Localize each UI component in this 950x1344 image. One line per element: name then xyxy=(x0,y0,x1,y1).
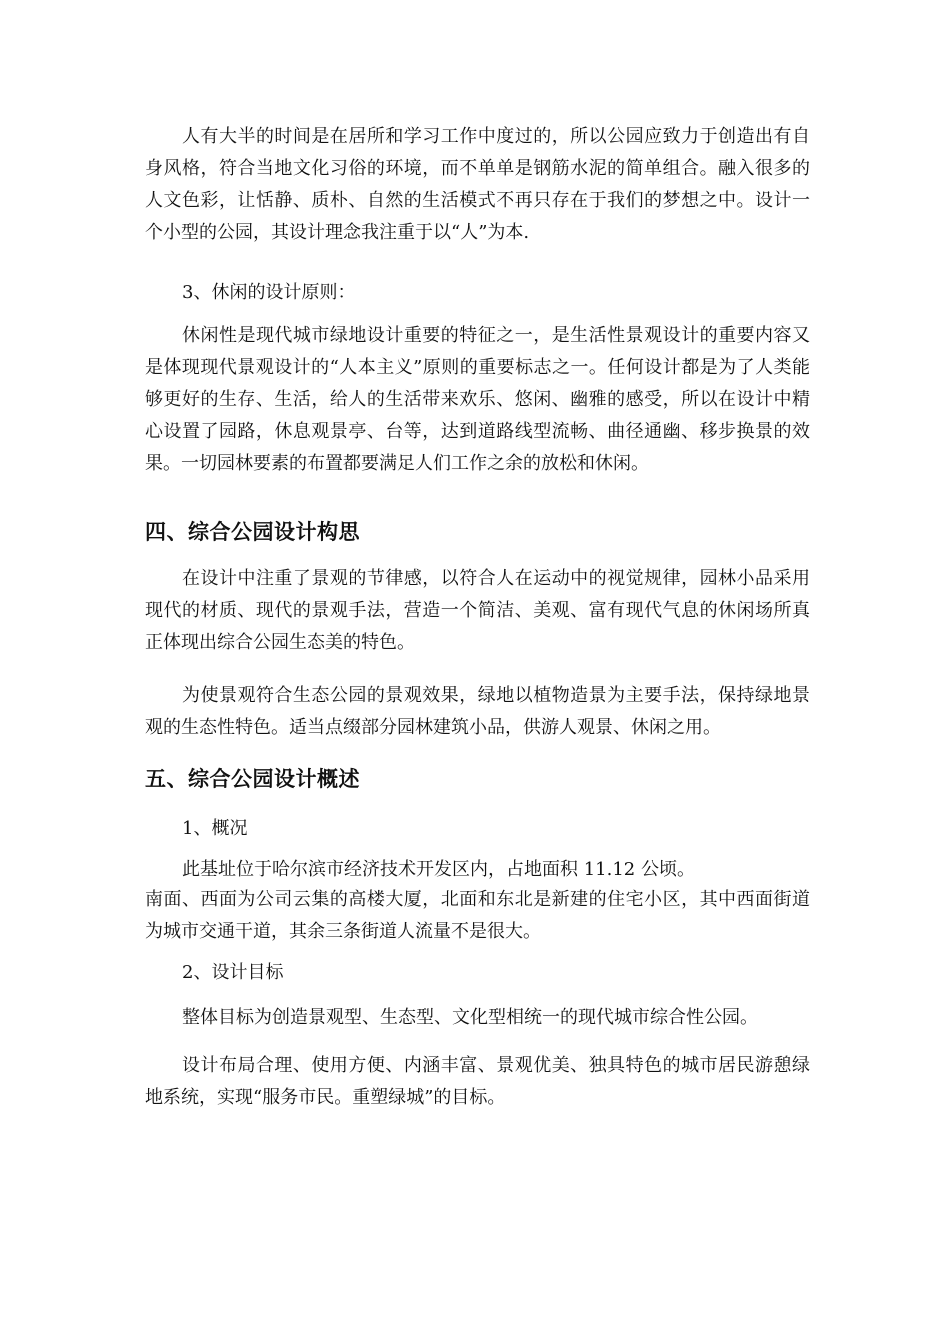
section-heading-design-overview: 五、综合公园设计概述 xyxy=(145,767,360,791)
subheading-design-goal: 2、设计目标 xyxy=(182,962,284,983)
paragraph-leisure: 休闲性是现代城市绿地设计重要的特征之一，是生活性景观设计的重要内容又是体现现代景观设计的“人本主义”原则的重要标志之一。任何设计都是为了人类能够更好的生存、生活，给人的生活带来欢乐、悠闲、幽雅的感受，所以在设计中精心设置了园路，休息观景亭、台等，达到道路线型流畅、曲径通幽、移步换景的效果。一切园林要素的布置都要满足人们工作之余的放松和休闲。 xyxy=(145,325,810,474)
paragraph-people-centered: 人有大半的时间是在居所和学习工作中度过的，所以公园应致力于创造出有自身风格，符合当地文化习俗的环境，而不单单是钢筋水泥的简单组合。融入很多的人文色彩，让恬静、质朴、自然的生活模式不再只存在于我们的梦想之中。设计一个小型的公园，其设计理念我注重于以“人”为本. xyxy=(145,126,810,243)
subheading-overview: 1、概况 xyxy=(182,818,248,839)
section-heading-design-concept: 四、综合公园设计构思 xyxy=(145,520,360,544)
paragraph-rhythm: 在设计中注重了景观的节律感，以符合人在运动中的视觉规律，园林小品采用现代的材质、现代的景观手法，营造一个简洁、美观、富有现代气息的休闲场所真正体现出综合公园生态美的特色。 xyxy=(145,568,810,653)
paragraph-ecology: 为使景观符合生态公园的景观效果，绿地以植物造景为主要手法，保持绿地景观的生态性特色。适当点缀部分园林建筑小品，供游人观景、休闲之用。 xyxy=(145,685,810,738)
subheading-leisure-principle: 3、休闲的设计原则： xyxy=(182,282,356,303)
paragraph-surroundings: 南面、西面为公司云集的高楼大厦，北面和东北是新建的住宅小区，其中西面街道为城市交通干道，其余三条街道人流量不是很大。 xyxy=(145,889,810,942)
paragraph-site-location: 此基址位于哈尔滨市经济技术开发区内，占地面积 11.12 公顷。 xyxy=(182,859,695,880)
paragraph-layout-goal: 设计布局合理、使用方便、内涵丰富、景观优美、独具特色的城市居民游憩绿地系统，实现“服务市民。重塑绿城”的目标。 xyxy=(145,1055,810,1108)
paragraph-overall-goal: 整体目标为创造景观型、生态型、文化型相统一的现代城市综合性公园。 xyxy=(182,1007,758,1028)
